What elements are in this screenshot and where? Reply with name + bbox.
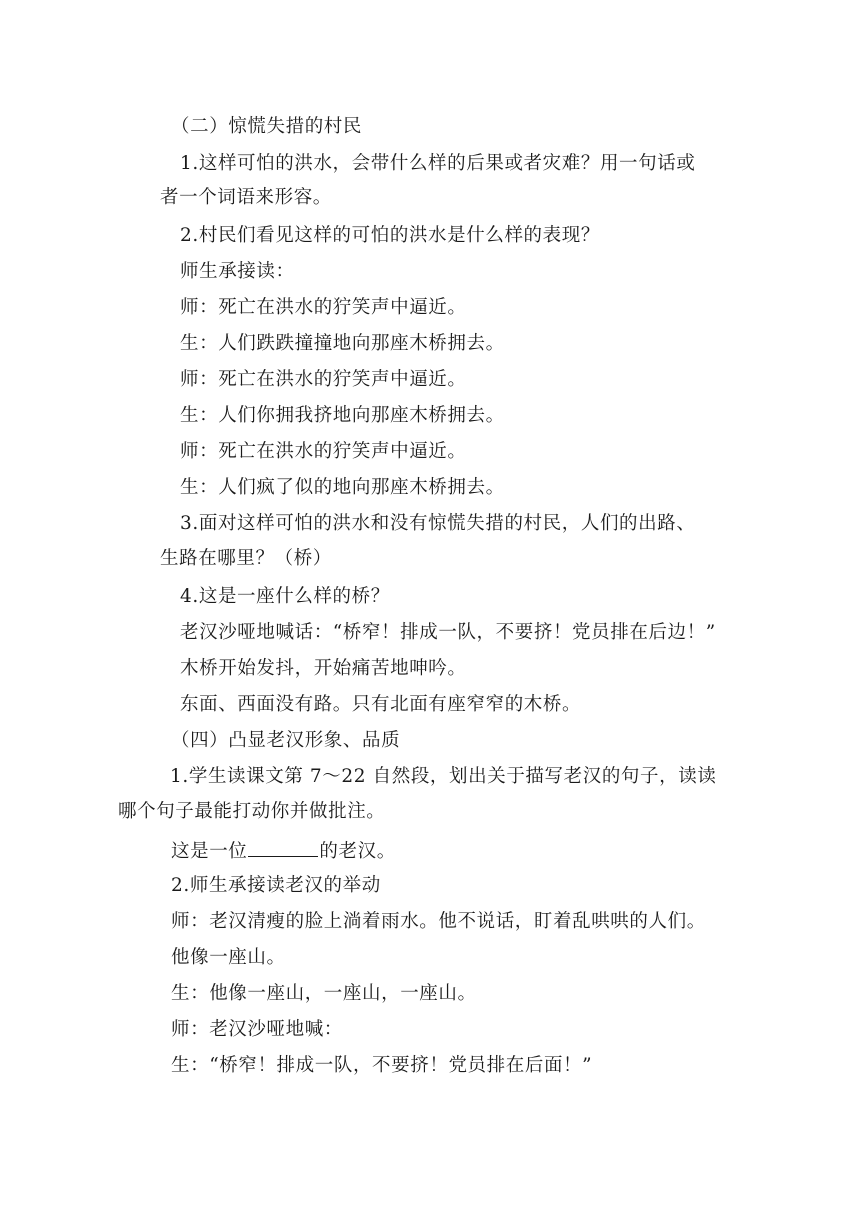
fill-blank-line: [171, 838, 396, 864]
question-1-line-2: 者一个词语来形容。: [160, 187, 332, 208]
question-1-line-1: 1.这样可怕的洪水，会带什么样的后果或者灾难？用一句话或: [180, 153, 696, 174]
question-2: 2.村民们看见这样的可怕的洪水是什么样的表现？: [180, 225, 600, 246]
teacher-line: 师：老汉清瘦的脸上淌着雨水。他不说话，盯着乱哄哄的人们。: [171, 911, 706, 932]
paragraph-line: 他像一座山。: [171, 947, 286, 968]
student-line: 生：人们你拥我挤地向那座木桥拥去。: [180, 405, 505, 426]
question-3-line-1: 3.面对这样可怕的洪水和没有惊慌失措的村民，人们的出路、: [180, 513, 696, 534]
teacher-line: 师：死亡在洪水的狞笑声中逼近。: [180, 441, 467, 462]
fill-blank-suffix: 的老汉。: [319, 841, 396, 862]
paragraph-line: 东面、西面没有路。只有北面有座窄窄的木桥。: [180, 694, 582, 715]
quote-line: 老汉沙哑地喊话：“桥窄！排成一队，不要挤！党员排在后边！”: [180, 622, 716, 643]
section-heading-4: （四）凸显老汉形象、品质: [171, 730, 401, 751]
question-3-line-2: 生路在哪里？（桥）: [160, 548, 332, 569]
student-line: 生：他像一座山，一座山，一座山。: [171, 983, 477, 1004]
paragraph-line: 木桥开始发抖，开始痛苦地呻吟。: [180, 658, 467, 679]
task-1-line-2: 哪个句子最能打动你并做批注。: [118, 801, 386, 822]
section-heading-2: （二）惊慌失措的村民: [171, 116, 363, 137]
teacher-line: 师：死亡在洪水的狞笑声中逼近。: [180, 369, 467, 390]
fill-blank-prefix: 这是一位: [171, 841, 248, 862]
question-4: 4.这是一座什么样的桥？: [180, 586, 390, 607]
student-line: 生：人们疯了似的地向那座木桥拥去。: [180, 477, 505, 498]
paragraph-line: 师生承接读：: [180, 261, 295, 282]
task-1-line-1: 1.学生读课文第 7～22 自然段，划出关于描写老汉的句子，读读: [170, 766, 717, 787]
task-2: 2.师生承接读老汉的举动: [171, 875, 381, 896]
fill-blank-underline[interactable]: [248, 838, 318, 857]
student-line: 生：“桥窄！排成一队，不要挤！党员排在后面！”: [171, 1055, 593, 1076]
teacher-line: 师：死亡在洪水的狞笑声中逼近。: [180, 297, 467, 318]
student-line: 生：人们跌跌撞撞地向那座木桥拥去。: [180, 333, 505, 354]
teacher-line: 师：老汉沙哑地喊：: [171, 1019, 343, 1040]
